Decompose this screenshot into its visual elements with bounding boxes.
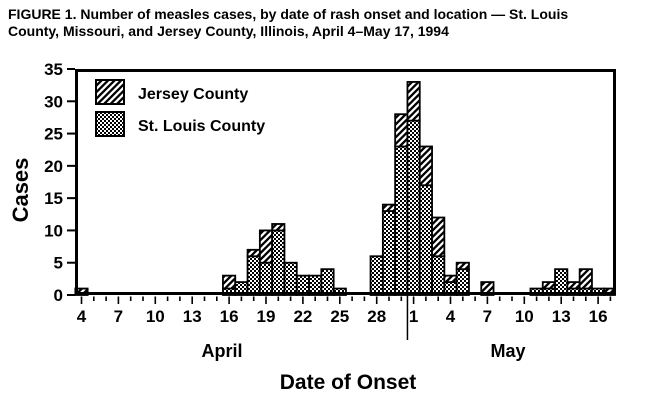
bar-segment-st-louis-county-April-30 [395,146,407,295]
legend-label-st-louis: St. Louis County [138,118,266,135]
y-axis-tick-label: 5 [53,253,63,273]
y-axis-tick-label: 35 [44,60,63,79]
bar-segment-jersey-county-April-29 [383,205,395,211]
bar-segment-jersey-county-April-20 [272,224,284,230]
x-axis-tick-label: 4 [445,307,456,326]
bar-segment-jersey-county-May-14 [567,282,579,288]
bar-segment-st-louis-county-April-18 [248,256,260,295]
bar-segment-st-louis-county-May-1 [407,121,419,295]
bar-segment-jersey-county-April-30 [395,114,407,146]
x-axis-label: Date of Onset [279,371,417,394]
legend-swatch-st-louis [96,112,124,136]
bar-segment-st-louis-county-April-19 [260,263,272,295]
bar-segment-jersey-county-May-4 [444,276,456,282]
bar-segment-st-louis-county-April-28 [371,256,383,295]
bar-segment-jersey-county-May-3 [432,218,444,257]
bar-segment-st-louis-county-April-24 [321,269,333,295]
x-axis-tick-label: 28 [367,307,387,326]
x-axis-tick-label: 16 [588,307,608,326]
figure-title [8,6,648,40]
x-axis-tick-label: 7 [482,307,493,326]
x-axis-tick-label: 13 [551,307,571,326]
legend-swatch-jersey [96,80,124,104]
x-axis-tick-label: 13 [182,307,202,326]
bar-segment-st-louis-county-May-13 [555,269,567,295]
x-axis-tick-label: 10 [145,307,165,326]
bar-segment-jersey-county-April-16 [223,276,235,289]
chart-frame [77,71,615,294]
y-axis-tick-label: 25 [44,124,63,144]
month-label-may: May [490,341,526,361]
x-axis-tick-label: 10 [514,307,534,326]
x-axis-tick-label: 25 [330,307,350,326]
figure-title-line1: FIGURE 1. Number of measles cases, by date of rash onset and location — St. Louis [8,6,569,22]
bar-segment-jersey-county-May-12 [543,282,555,288]
bar-segment-jersey-county-May-2 [420,146,432,185]
bar-segment-st-louis-county-April-20 [272,230,284,295]
bar-segment-st-louis-county-May-2 [420,185,432,295]
y-axis-tick-label: 15 [44,189,63,209]
y-axis-label: Cases [8,157,33,223]
y-axis-tick-label: 30 [44,92,63,112]
x-axis-tick-label: 16 [219,307,239,326]
y-axis-tick-label: 0 [53,286,63,305]
bar-segment-st-louis-county-April-21 [284,263,296,295]
x-axis-tick-label: 1 [408,307,419,326]
y-axis-tick-label: 10 [44,221,63,241]
bar-segment-jersey-county-May-5 [457,263,469,269]
bar-segment-st-louis-county-April-29 [383,211,395,295]
bar-segment-jersey-county-April-18 [248,250,260,256]
figure-title-line2: County, Missouri, and Jersey County, Illinois, April 4–May 17, 1994 [8,23,449,39]
bar-segment-jersey-county-May-1 [407,82,419,121]
x-axis-tick-label: 7 [113,307,124,326]
month-label-april: April [201,341,243,361]
bar-segment-st-louis-county-May-3 [432,256,444,295]
y-axis-tick-label: 20 [44,156,63,176]
x-axis-tick-label: 22 [293,307,313,326]
bar-segment-jersey-county-April-19 [260,230,272,262]
bar-segment-jersey-county-May-15 [580,269,592,288]
x-axis-tick-label: 4 [76,307,87,326]
x-axis-tick-label: 19 [256,307,276,326]
bar-segment-st-louis-county-May-5 [457,269,469,295]
legend-label-jersey: Jersey County [138,86,249,103]
